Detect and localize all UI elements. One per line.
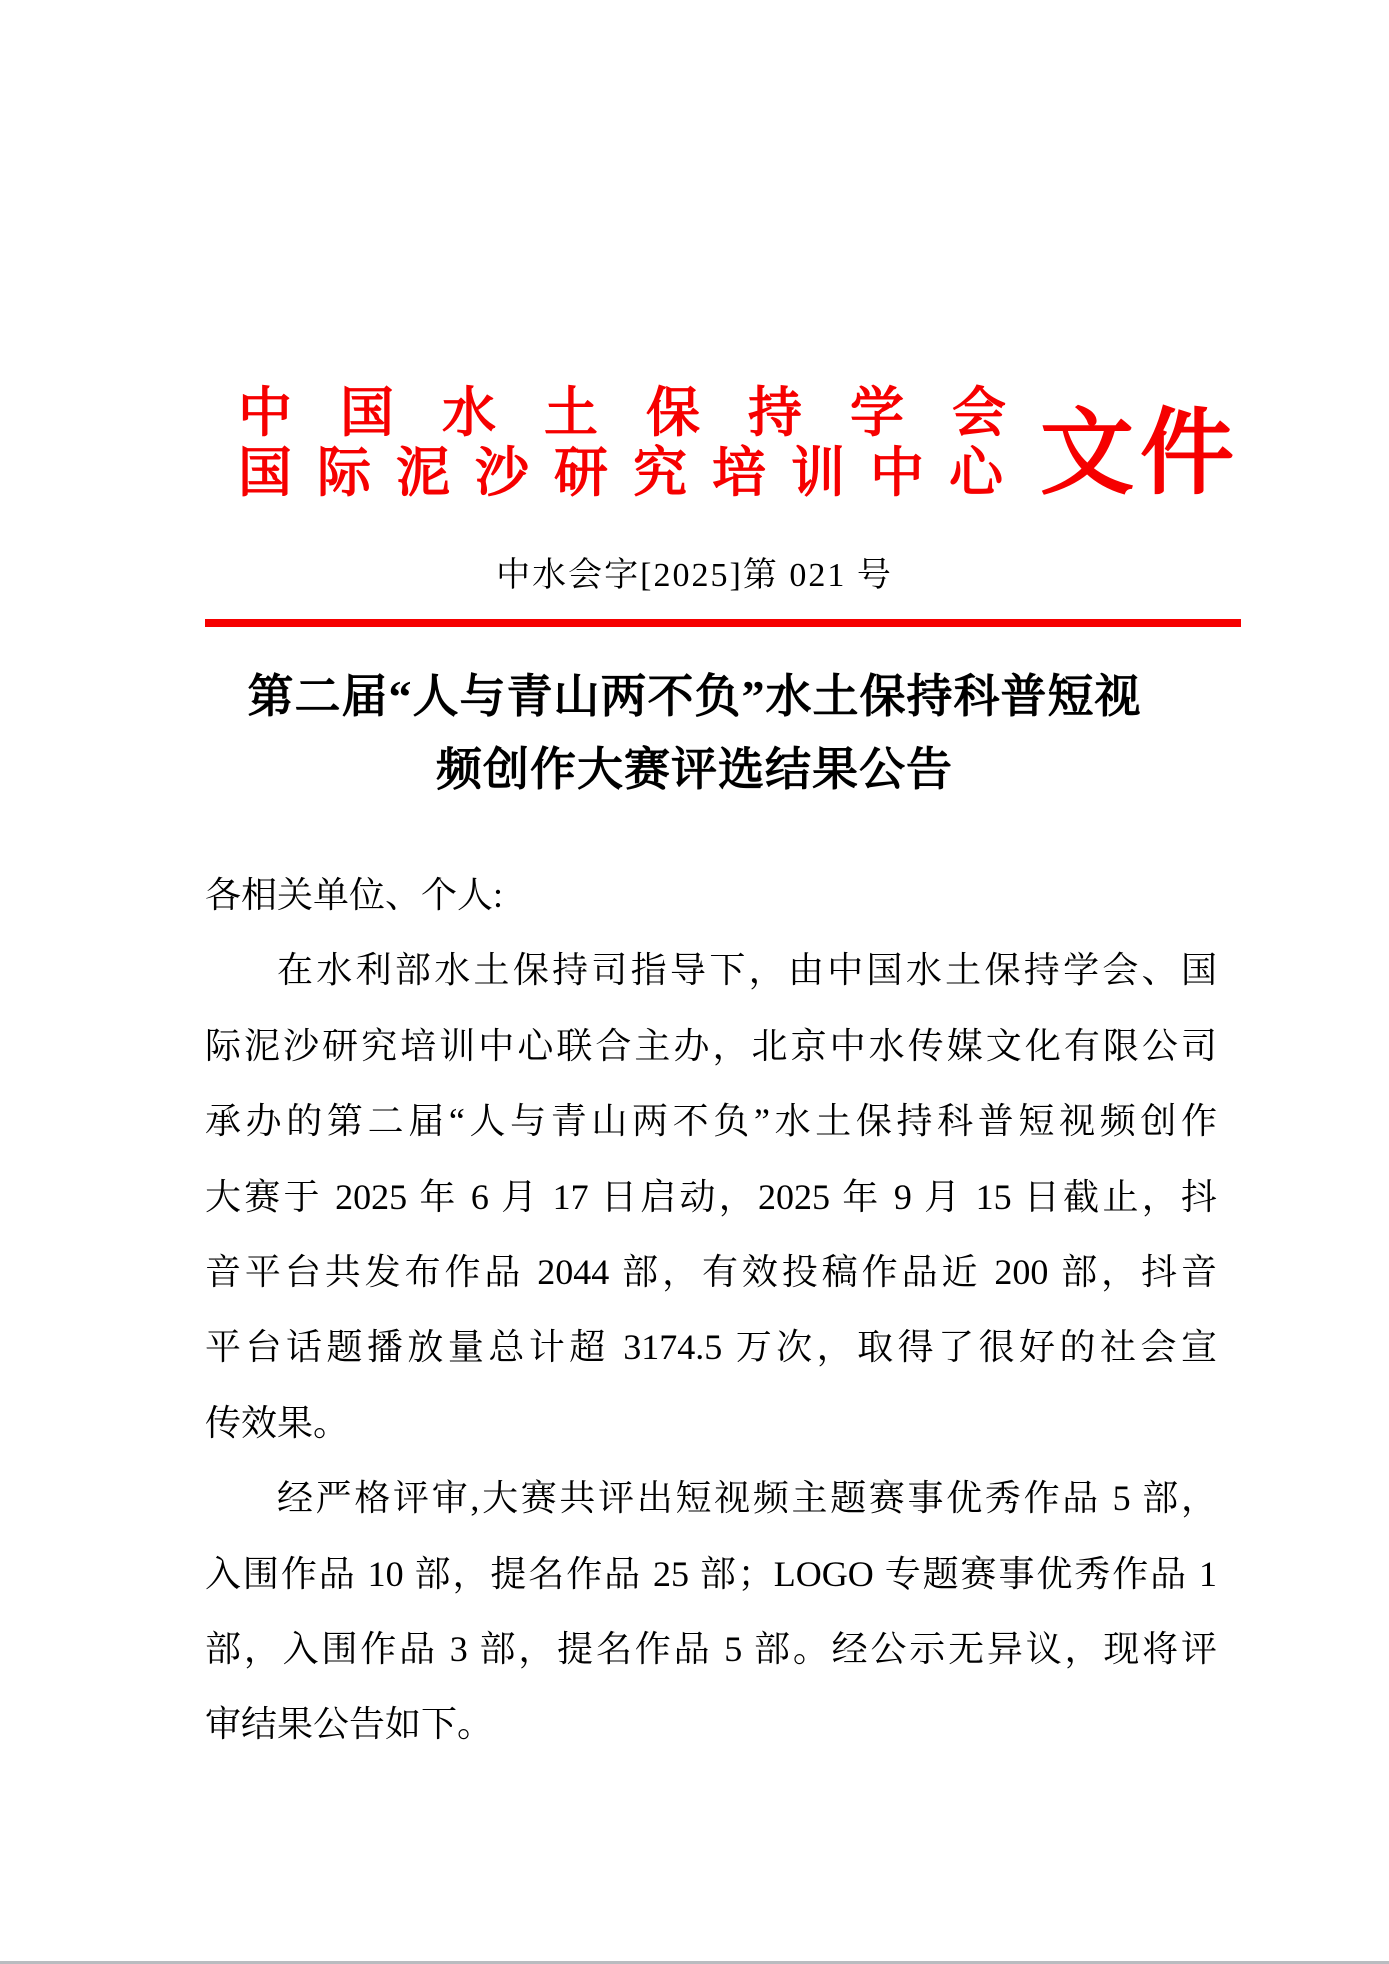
org-name-primary: 中国水土保持学会	[238, 383, 1054, 443]
paragraph	[205, 1461, 1217, 1763]
body-line: 审结果公告如下。	[205, 1704, 494, 1745]
org-name-secondary: 国际泥沙研究培训中心	[238, 443, 1028, 503]
letterhead-org-names	[238, 383, 1054, 503]
body-line: 承办的第二届“人与青山两不负”水土保持科普短视频创作	[205, 1101, 1217, 1142]
document-title-line1: 第二届“人与青山两不负”水土保持科普短视	[247, 671, 1142, 722]
document-body	[205, 858, 1217, 1763]
salutation: 各相关单位、个人:	[205, 875, 504, 915]
body-line: 在水利部水土保持司指导下，由中国水土保持学会、国	[277, 950, 1217, 991]
body-line: 部，入围作品 3 部，提名作品 5 部。经公示无异议，现将评	[205, 1629, 1217, 1670]
document-title	[0, 660, 1389, 806]
red-divider-rule	[205, 619, 1241, 627]
document-title-line2: 频创作大赛评选结果公告	[436, 744, 953, 795]
paragraph	[205, 933, 1217, 1461]
body-line: 入围作品 10 部，提名作品 25 部；LOGO 专题赛事优秀作品 1	[205, 1553, 1217, 1594]
body-line: 际泥沙研究培训中心联合主办，北京中水传媒文化有限公司	[205, 1025, 1217, 1066]
body-line: 传效果。	[205, 1402, 350, 1443]
body-paragraphs	[205, 933, 1217, 1762]
document-type-label: 文件	[1040, 402, 1241, 506]
body-line: 大赛于 2025 年 6 月 17 日启动，2025 年 9 月 15 日截止，抖	[205, 1176, 1217, 1217]
body-line: 经严格评审,大赛共评出短视频主题赛事优秀作品 5 部，	[277, 1478, 1217, 1519]
body-line: 音平台共发布作品 2044 部，有效投稿作品近 200 部，抖音	[205, 1252, 1217, 1293]
document-number: 中水会字[2025]第 021 号	[496, 557, 893, 594]
letterhead	[238, 383, 1241, 506]
body-line: 平台话题播放量总计超 3174.5 万次，取得了很好的社会宣	[205, 1327, 1217, 1368]
